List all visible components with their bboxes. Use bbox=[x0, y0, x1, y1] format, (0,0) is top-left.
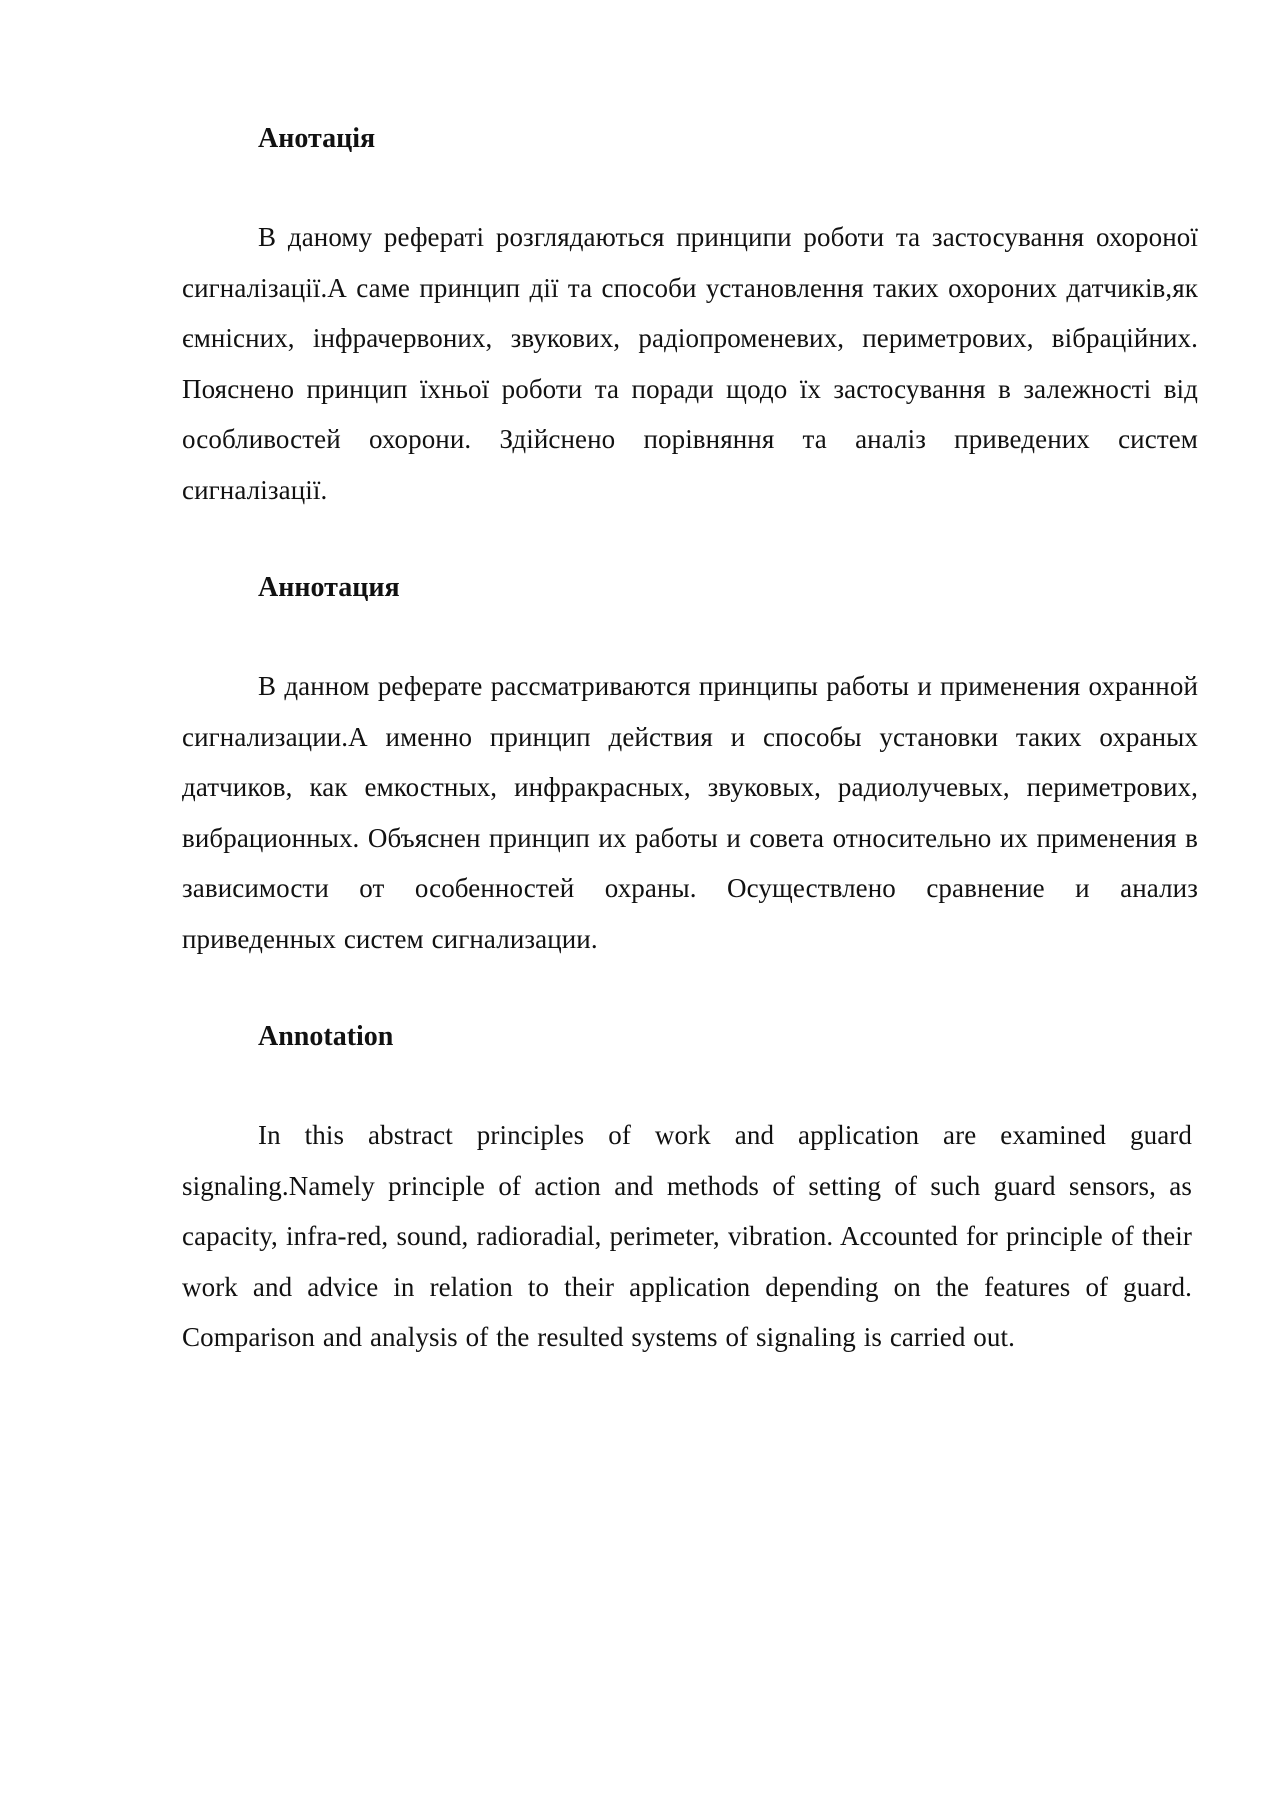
section-paragraph: В даному рефераті розглядаються принципи роботи та застосування охороної сигналізації.А саме принцип дії та способи установлення таких охороних датчиків,як ємнісних, інфрачервоних, звукових, радіопроменевих, периметрових, вібраційних. Пояснено принцип їхньої роботи та поради щодо їх застосування в залежності від особливостей охорони. Здійснено порівняння та аналіз приведених систем сигналізації. bbox=[182, 222, 1198, 505]
section-ukrainian bbox=[182, 118, 1198, 515]
document-content bbox=[182, 118, 1198, 1363]
section-english bbox=[182, 1016, 1198, 1363]
section-russian bbox=[182, 567, 1198, 964]
section-paragraph: In this abstract principles of work and application are examined guard signaling.Namely principle of action and methods of setting of such guard sensors, as capacity, infra-red, sound, radioradial, perimeter, vibration. Accounted for principle of their work and advice in relation to their application depending on the features of guard. Comparison and analysis of the resulted systems of signaling is carried out. bbox=[182, 1120, 1192, 1352]
section-paragraph: В данном реферате рассматриваются принципы работы и применения охранной сигнализации.А именно принцип действия и способы установки таких охраных датчиков, как емкостных, инфракрасных, звуковых, радиолучевых, периметрових, вибрационных. Объяснен принцип их работы и совета относительно их применения в зависимости от особенностей охраны. Осуществлено сравнение и анализ приведенных систем сигнализации. bbox=[182, 671, 1198, 954]
section-title: Аннотация bbox=[258, 572, 400, 603]
section-title: Анотація bbox=[258, 123, 376, 154]
section-title: Annotation bbox=[258, 1021, 394, 1052]
